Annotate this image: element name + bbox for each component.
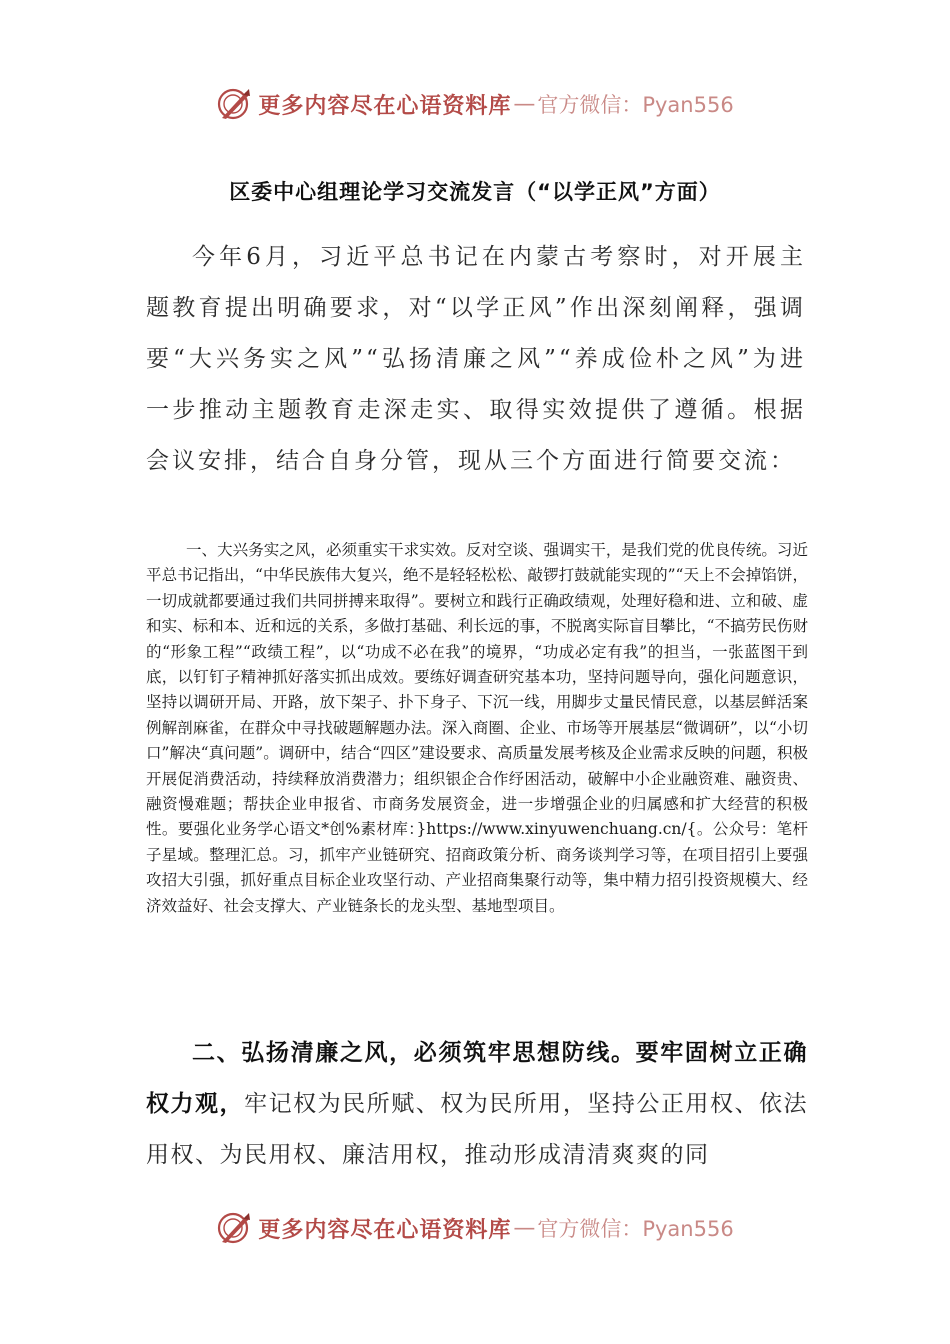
banner-separator: — bbox=[513, 91, 536, 117]
brand-name: 更多内容尽在心语资料库 bbox=[258, 92, 512, 119]
section-2-paragraph bbox=[146, 1028, 808, 1181]
section-1-paragraph: 一、大兴务实之风，必须重实干求实效。反对空谈、强调实干，是我们党的优良传统。习近平总书记指出，“中华民族伟大复兴，绝不是轻轻松松、敲锣打鼓就能实现的”“天上不会掉馅饼，一切成就都要通过我们共同拼搏来取得”。要树立和践行正确政绩观，处理好稳和进、立和破、虚和实、标和本、近和远的关系，多做打基础、利长远的事，不脱离实际盲目攀比，“不搞劳民伤财的“形象工程”“政绩工程”，以“功成不必在我”的境界，“功成必定有我”的担当，一张蓝图干到底，以钉钉子精神抓好落实抓出成效。要练好调查研究基本功，坚持问题导向，强化问题意识，坚持以调研开局、开路，放下架子、扑下身子、下沉一线，用脚步丈量民情民意，以基层鲜活案例解剖麻雀，在群众中寻找破题解题办法。深入商圈、企业、市场等开展基层“微调研”，以“小切口”解决“真问题”。调研中，结合“四区”建设要求、高质量发展考核及企业需求反映的问题，积极开展促消费活动，持续释放消费潜力；组织银企合作纾困活动，破解中小企业融资难、融资贵、融资慢难题；帮扶企业申报省、市商务发展资金，进一步增强企业的归属感和扩大经营的积极性。要强化业务学心语文*创%素材库：}https://www.xinyuwenchuang.cn/{。公众号：笔杆子星域。整理汇总。习，抓牢产业链研究、招商政策分析、商务谈判学习等，在项目招引上要强攻招大引强，抓好重点目标企业攻坚行动、产业招商集聚行动等，集中精力招引投资规模大、经济效益好、社会支撑大、产业链条长的龙头型、基地型项目。 bbox=[146, 541, 808, 915]
intro-paragraph: 今年6月，习近平总书记在内蒙古考察时，对开展主题教育提出明确要求，对“以学正风”作出深刻阐释，强调要“大兴务实之风”“弘扬清廉之风”“养成俭朴之风”为进一步推动主题教育走深走实、取得实效提供了遵循。根据会议安排，结合自身分管，现从三个方面进行简要交流： bbox=[146, 244, 806, 474]
quill-pen-logo-icon bbox=[216, 1210, 252, 1246]
document-title: 区委中心组理论学习交流发言（“以学正风”方面） bbox=[229, 180, 721, 204]
contact-wechat: 官方微信：Pyan556 bbox=[537, 1217, 734, 1241]
banner-separator: — bbox=[513, 1215, 536, 1241]
section-2-heading: 二、弘扬清廉之风，必须筑牢思想防线。要牢固树立正确权力观， bbox=[146, 1040, 808, 1117]
footer-watermark-banner bbox=[0, 1202, 950, 1254]
brand-name: 更多内容尽在心语资料库 bbox=[258, 1216, 512, 1243]
section-2-body: 牢记权为民所赋、权为民所用，坚持公正用权、依法用权、为民用权、廉洁用权，推动形成清清爽爽的同 bbox=[146, 1091, 809, 1168]
contact-wechat: 官方微信：Pyan556 bbox=[537, 93, 734, 117]
quill-pen-logo-icon bbox=[216, 86, 252, 122]
header-watermark-banner bbox=[0, 78, 950, 130]
